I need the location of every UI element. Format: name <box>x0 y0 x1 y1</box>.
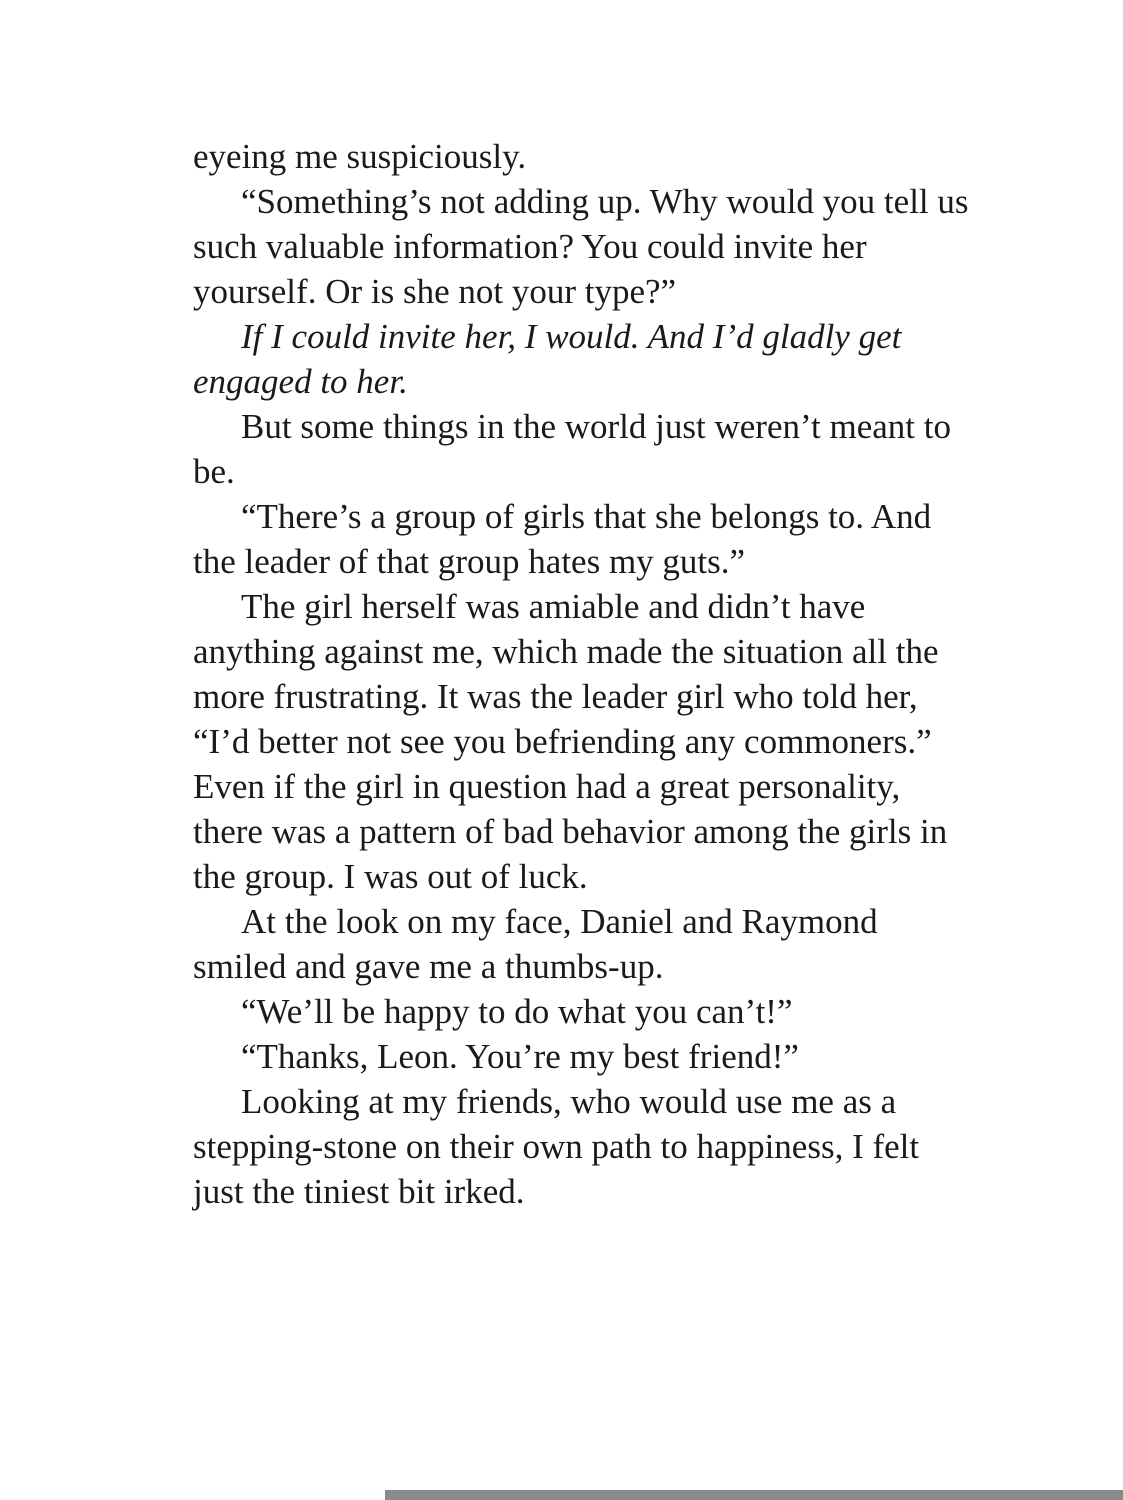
paragraph-8: “We’ll be happy to do what you can’t!” <box>241 992 793 1031</box>
paragraph-6: The girl herself was amiable and didn’t have anything against me, which made the situation all the more frustrating. It was the leader girl who told her, “I’d better not see you befriending any commoners.” Even if the girl in question had a great personality, there was a pattern of bad behavior among the girls in the group. I was out of luck. <box>193 587 948 896</box>
paragraph-1: eyeing me suspiciously. <box>193 137 527 176</box>
page-text <box>193 134 973 1214</box>
paragraph-7: At the look on my face, Daniel and Raymond smiled and gave me a thumbs-up. <box>193 902 878 986</box>
paragraph-9: “Thanks, Leon. You’re my best friend!” <box>241 1037 799 1076</box>
paragraph-5: “There’s a group of girls that she belongs to. And the leader of that group hates my guts.” <box>193 497 932 581</box>
paragraph-10: Looking at my friends, who would use me as a stepping-stone on their own path to happiness, I felt just the tiniest bit irked. <box>193 1082 920 1211</box>
reading-progress-bar <box>385 1490 1123 1500</box>
paragraph-4: But some things in the world just weren’t meant to be. <box>193 407 951 491</box>
paragraph-3-thought: If I could invite her, I would. And I’d gladly get engaged to her. <box>193 317 902 401</box>
paragraph-2: “Something’s not adding up. Why would you tell us such valuable information? You could invite her yourself. Or is she not your type?” <box>193 182 969 311</box>
